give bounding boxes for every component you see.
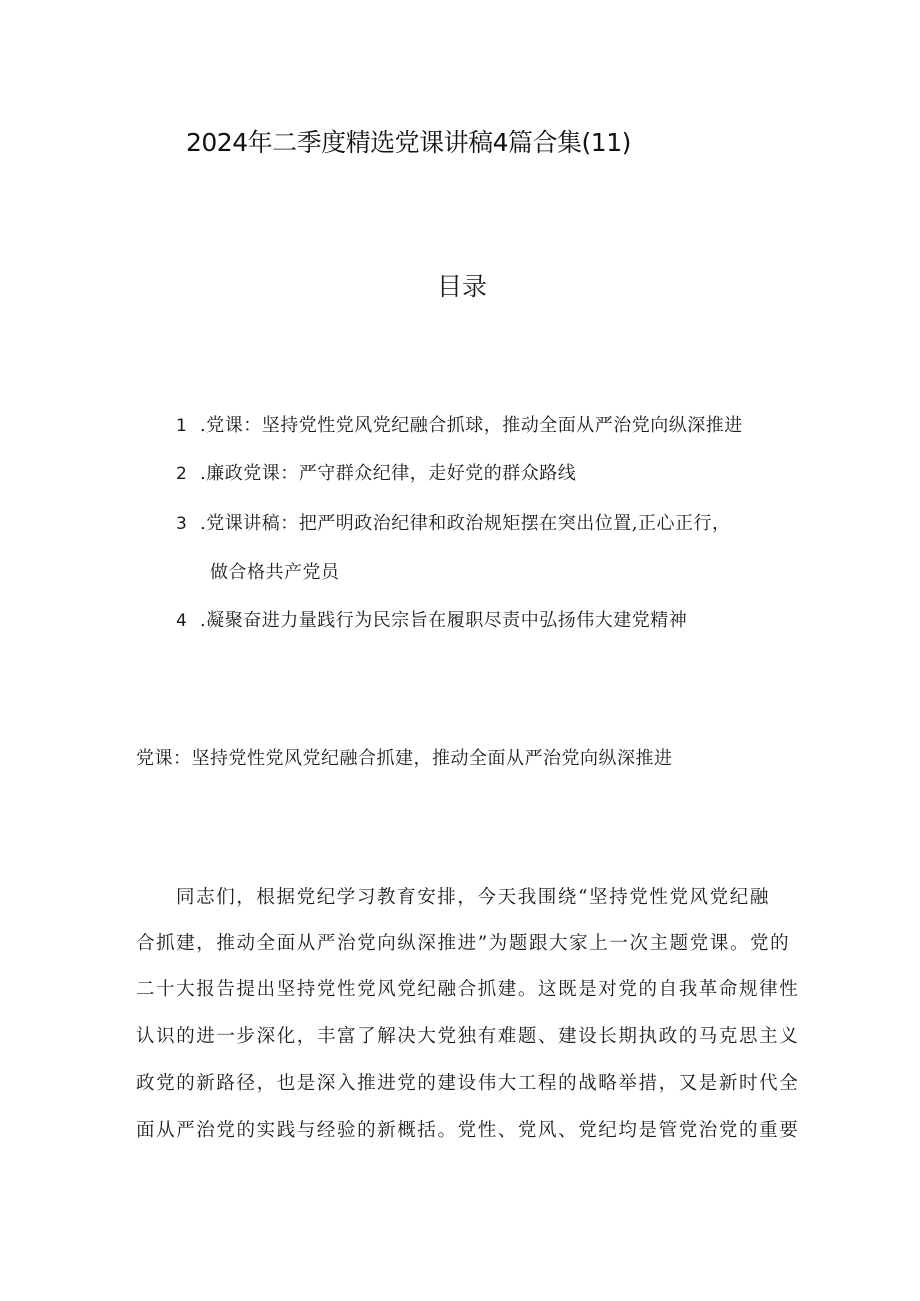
- body-line-2: 合抓建，推动全面从严治党向纵深推进”为题跟大家上一次主题党课。党的: [136, 933, 791, 954]
- toc-item-number: 4: [176, 611, 188, 631]
- toc-item-2[interactable]: [176, 461, 576, 487]
- toc-heading: 目录: [436, 272, 487, 301]
- toc-item-text: .党课讲稿：把严明政治纪律和政治规矩摆在突出位置,正心正行，: [200, 513, 731, 534]
- toc-item-text: .廉政党课：严守群众纪律，走好党的群众路线: [200, 463, 577, 484]
- body-line-1: 同志们，根据党纪学习教育安排，今天我围绕“坚持党性党风党纪融: [176, 887, 770, 908]
- toc-item-number: 1: [176, 416, 188, 436]
- toc-item-text: .党课：坚持党性党风党纪融合抓球，推动全面从严治党向纵深推进: [200, 415, 743, 436]
- toc-item-number: 3: [176, 514, 188, 534]
- body-line-4: 认识的进一步深化，丰富了解决大党独有难题、建设长期执政的马克思主义: [136, 1026, 800, 1047]
- document-title: 2024年二季度精选党课讲稿4篇合集(11): [186, 128, 631, 157]
- body-line-3: 二十大报告提出坚持党性党风党纪融合抓建。这既是对党的自我革命规律性: [136, 979, 800, 1000]
- toc-item-4[interactable]: [176, 608, 687, 634]
- body-line-6: 面从严治党的实践与经验的新概括。党性、党风、党纪均是管党治党的重要: [136, 1120, 800, 1141]
- toc-item-3[interactable]: [176, 511, 730, 537]
- toc-item-3-continuation: 做合格共产党员: [210, 562, 340, 583]
- toc-item-1[interactable]: [176, 413, 743, 439]
- toc-item-text: .凝聚奋进力量践行为民宗旨在履职尽责中弘扬伟大建党精神: [200, 610, 688, 631]
- body-line-5: 政党的新路径，也是深入推进党的建设伟大工程的战略举措，又是新时代全: [136, 1073, 800, 1094]
- toc-item-number: 2: [176, 464, 188, 484]
- section-title: 党课：坚持党性党风党纪融合抓建，推动全面从严治党向纵深推进: [136, 748, 673, 769]
